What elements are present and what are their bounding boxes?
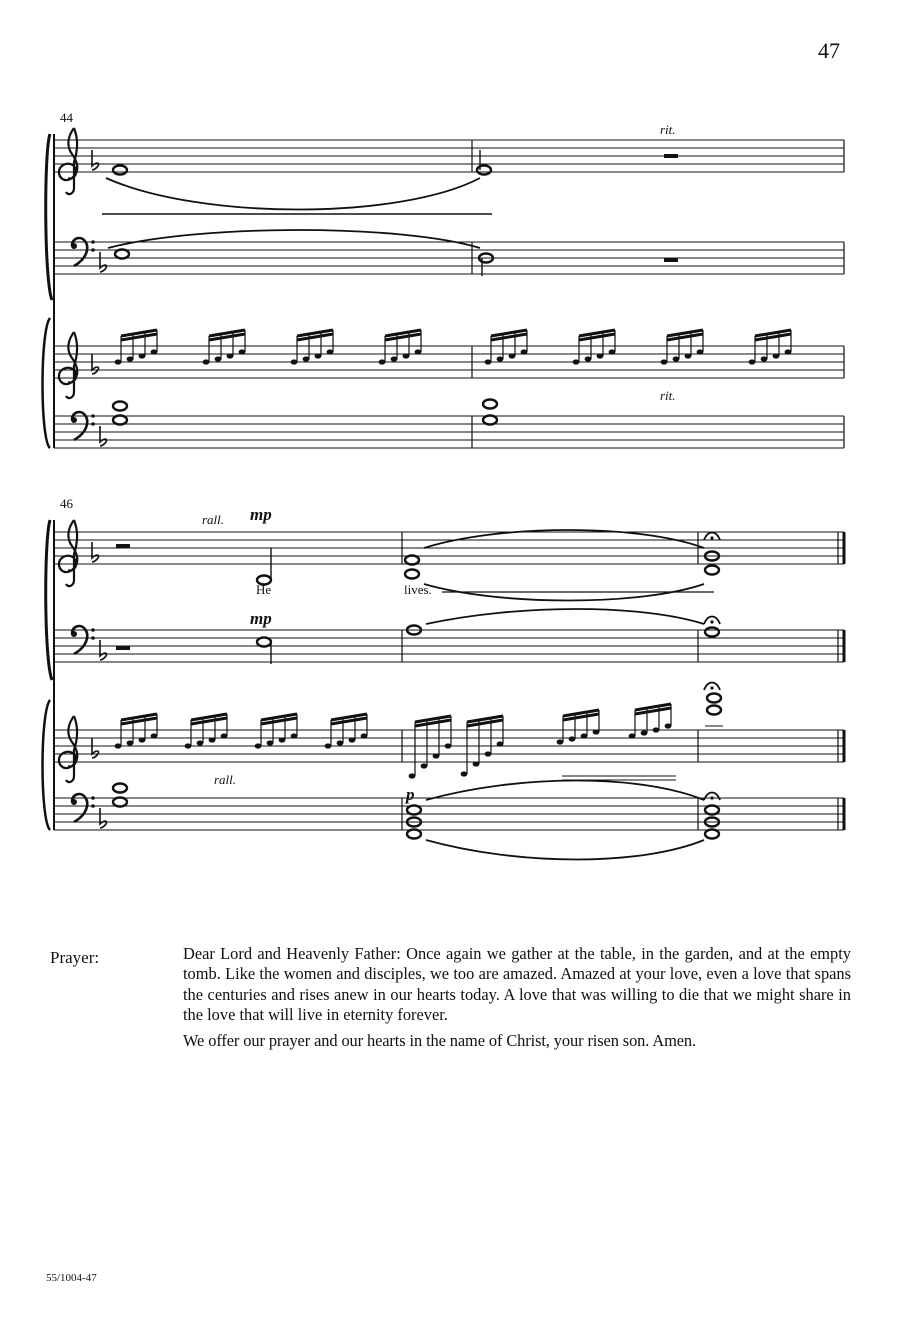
catalog-number: 55/1004-47 <box>46 1272 97 1284</box>
dynamic-mp-bass: mp <box>250 609 272 628</box>
measure-number-46: 46 <box>60 496 73 511</box>
prayer-closing: We offer our prayer and our hearts in the name of Christ, your risen son. Amen. <box>183 1031 697 1051</box>
measure-number-44: 44 <box>60 110 73 125</box>
dynamic-mp-treble: mp <box>250 505 272 524</box>
lyric-he: He <box>256 582 272 597</box>
rall-marking-vocal: rall. <box>202 512 225 527</box>
rit-marking-piano: rit. <box>660 388 676 403</box>
lyric-lives: lives. <box>404 582 432 597</box>
rit-marking-vocal: rit. <box>660 122 676 137</box>
system-1 <box>43 110 845 448</box>
prayer-label: Prayer: <box>50 948 100 967</box>
rall-marking-piano: rall. <box>214 772 237 787</box>
prayer-paragraph: Dear Lord and Heavenly Father: Once again we gather at the table, in the garden, and at the empty tomb. Like the women and disciples, we too are amazed. Amazed at your love, even a love that spans the centuries and rises anew in our hearts today. A love that was willing to die that we might share in the love that will live in eternity forever. <box>183 944 851 1024</box>
prayer-text <box>183 944 851 1057</box>
dynamic-p-piano: p <box>406 785 415 804</box>
system-2 <box>43 496 845 860</box>
page-number: 47 <box>818 38 840 63</box>
